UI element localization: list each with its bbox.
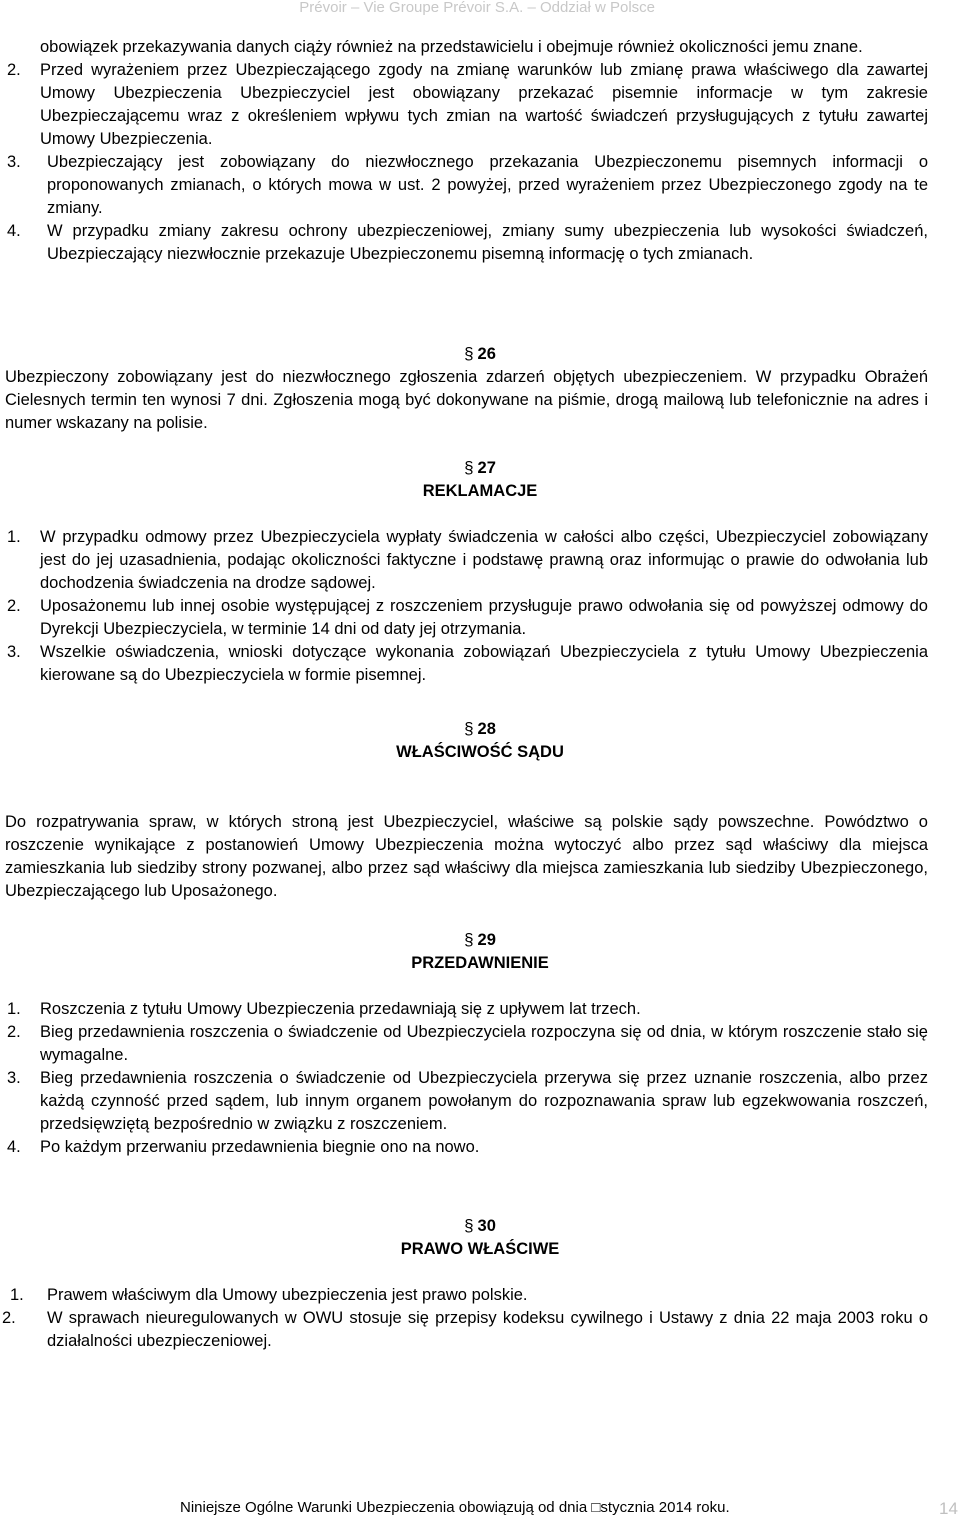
list-item: 1. Roszczenia z tytułu Umowy Ubezpieczenia przedawniają się z upływem lat trzech.	[7, 1000, 641, 1018]
section-28	[0, 717, 960, 903]
list-item: 2. Bieg przedawnienia roszczenia o świadczenie od Ubezpieczyciela rozpoczyna się od dnia, w którym roszczenie stało się wymagalne.	[7, 1023, 928, 1064]
section-number: § 29	[464, 930, 496, 949]
list-item: 2. W sprawach nieuregulowanych w OWU stosuje się przepisy kodeksu cywilnego i Ustawy z dnia 22 maja 2003 roku o działalności ubezpieczeniowej.	[2, 1309, 928, 1350]
section-26	[0, 342, 960, 435]
list-item: 4. W przypadku zmiany zakresu ochrony ubezpieczeniowej, zmiany sumy ubezpieczenia lub wysokości świadczeń, Ubezpieczający niezwłocznie przekazuje Ubezpieczonemu pisemną informację o tych zmianach.	[7, 222, 928, 263]
section-27	[0, 456, 960, 687]
paragraph-sign-icon: §	[464, 1216, 474, 1235]
section-title: WŁAŚCIWOŚĆ SĄDU	[396, 743, 564, 761]
page-number: 14	[939, 1499, 958, 1518]
paragraph-sign-icon: §	[464, 719, 474, 738]
paragraph-sign-icon: §	[464, 344, 474, 363]
page-header: Prévoir – Vie Groupe Prévoir S.A. – Oddział w Polsce	[299, 0, 655, 16]
section-number: § 30	[464, 1216, 496, 1235]
list-item: 2. Uposażonemu lub innej osobie występującej z roszczeniem przysługuje prawo odwołania się od powyższej odmowy do Dyrekcji Ubezpieczyciela, w terminie 14 dni od daty jej otrzymania.	[7, 597, 928, 638]
section-number: § 26	[464, 344, 496, 363]
paragraph-sign-icon: §	[464, 458, 474, 477]
section-title: PRZEDAWNIENIE	[411, 954, 549, 972]
section-number: § 27	[464, 458, 496, 477]
list-item: 1. W przypadku odmowy przez Ubezpieczyciela wypłaty świadczenia w całości albo części, Ubezpieczyciel zobowiązany jest do jej uzasadnienia, podając okoliczności faktyczne i podstawę prawną oraz informując o prawie do odwołania lub dochodzenia świadczenia na drodze sądowej.	[7, 528, 928, 592]
section-text: Do rozpatrywania spraw, w których stroną jest Ubezpieczyciel, właściwe są polskie sądy powszechne. Powództwo o roszczenie wynikające z postanowień Umowy Ubezpieczenia można wytoczyć albo przez sąd właściwy dla miejsca zamieszkania lub siedziby strony pozwanej, albo przez sąd właściwy dla miejsca zamieszkania lub siedziby Ubezpieczonego, Ubezpieczającego lub Uposażonego.	[5, 813, 928, 900]
list-item: 2. Przed wyrażeniem przez Ubezpieczającego zgody na zmianę warunków lub zmianę prawa właściwego dla zawartej Umowy Ubezpieczenia Ubezpieczyciel jest obowiązany przekazać pisemnie informacje w tym zakresie Ubezpieczającemu wraz z określeniem wpływu tych zmian na wartość świadczeń przysługujących z tytułu zawartej Umowy Ubezpieczenia.	[7, 61, 928, 148]
paragraph-sign-icon: §	[464, 930, 474, 949]
section-title: PRAWO WŁAŚCIWE	[400, 1240, 560, 1258]
section-30	[0, 1214, 960, 1353]
list-item: 1. Prawem właściwym dla Umowy ubezpieczenia jest prawo polskie.	[10, 1286, 528, 1304]
page-footer: Niniejsze Ogólne Warunki Ubezpieczenia obowiązują od dnia □stycznia 2014 roku.	[180, 1499, 730, 1516]
intro-section	[0, 36, 960, 266]
section-title: REKLAMACJE	[422, 482, 538, 500]
list-item: 3. Ubezpieczający jest zobowiązany do niezwłocznego przekazania Ubezpieczonemu pisemnych informacji o proponowanych zmianach, o których mowa w ust. 2 powyżej, przed wyrażeniem przez Ubezpieczonego zgody na te zmiany.	[7, 153, 928, 217]
section-29	[0, 928, 960, 1159]
list-item: 3. Wszelkie oświadczenia, wnioski dotyczące wykonania zobowiązań Ubezpieczyciela z tytułu Umowy Ubezpieczenia kierowane są do Ubezpieczyciela w formie pisemnej.	[7, 643, 928, 684]
section-text: Ubezpieczony zobowiązany jest do niezwłocznego zgłoszenia zdarzeń objętych ubezpieczeniem. W przypadku Obrażeń Cielesnych termin ten wynosi 7 dni. Zgłoszenia mogą być dokonywane na piśmie, drogą mailową lub telefonicznie na adres i numer wskazany na polisie.	[5, 368, 928, 432]
list-item: 4. Po każdym przerwaniu przedawnienia biegnie ono na nowo.	[7, 1138, 480, 1156]
section-number: § 28	[464, 719, 496, 738]
intro-continuation: obowiązek przekazywania danych ciąży również na przedstawicielu i obejmuje również okoliczności jemu znane.	[40, 38, 863, 56]
list-item: 3. Bieg przedawnienia roszczenia o świadczenie od Ubezpieczyciela przerywa się przez uznanie roszczenia, albo przez każdą czynność przed sądem, lub innym organem powołanym do rozpoznawania spraw lub egzekwowania roszczeń, przedsięwziętą bezpośrednio w związku z roszczeniem.	[7, 1069, 928, 1133]
